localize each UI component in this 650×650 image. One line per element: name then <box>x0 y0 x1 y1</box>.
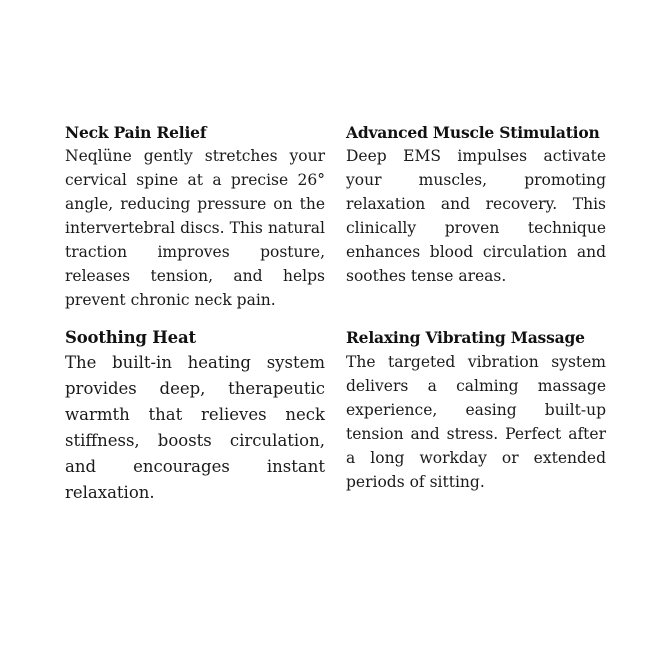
feature-description: The targeted vibration system delivers a calming massage experience, easing built-up tension and stress. Perfect after a long workday or extended periods of sitting. <box>346 353 606 491</box>
feature-description: Deep EMS impulses activate your muscles, promoting relaxation and recovery. This clinically proven technique enhances blood circulation and soothes tense areas. <box>346 147 606 285</box>
feature-title: Neck Pain Relief <box>65 123 207 142</box>
feature-title: Soothing Heat <box>65 328 196 347</box>
feature-relaxing-vibrating-massage <box>346 326 606 506</box>
feature-title: Advanced Muscle Stimulation <box>346 123 600 142</box>
feature-description: The built-in heating system provides deep, therapeutic warmth that relieves neck stiffness, boosts circulation, and encourages instant relaxation. <box>65 353 325 502</box>
feature-advanced-muscle-stimulation <box>346 122 606 312</box>
feature-neck-pain-relief <box>65 122 325 312</box>
feature-description: Neqlüne gently stretches your cervical spine at a precise 26° angle, reducing pressure on the intervertebral discs. This natural traction improves posture, releases tension, and helps prevent chronic neck pain. <box>65 147 325 309</box>
feature-soothing-heat <box>65 326 325 506</box>
feature-title: Relaxing Vibrating Massage <box>346 328 585 347</box>
features-grid <box>65 122 606 506</box>
